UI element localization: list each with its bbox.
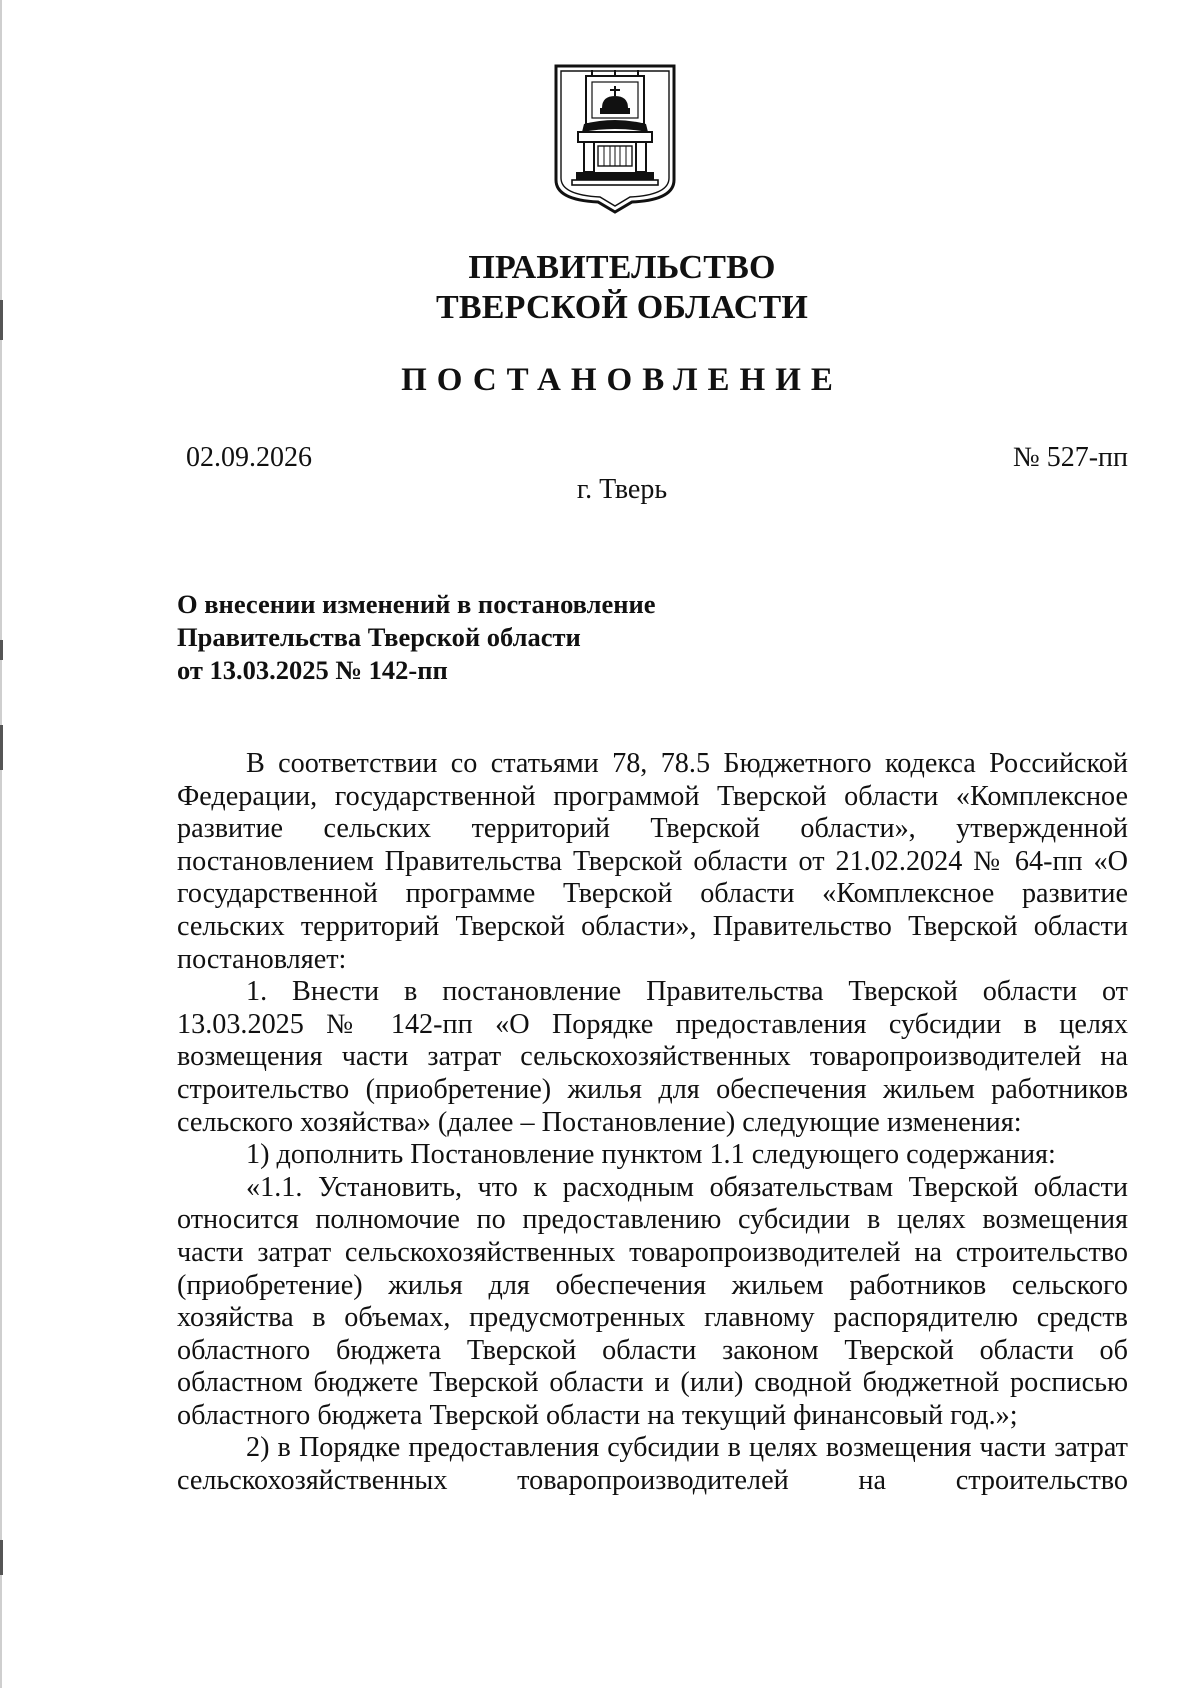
document-body bbox=[177, 748, 1128, 1498]
subject-line: от 13.03.2025 № 142-пп bbox=[177, 655, 448, 685]
coat-of-arms-icon bbox=[552, 62, 678, 214]
document-type: ПОСТАНОВЛЕНИЕ bbox=[401, 362, 843, 398]
scan-edge-mark bbox=[0, 640, 3, 660]
subject-line: О внесении изменений в постановление bbox=[177, 589, 656, 619]
org-name-line2: ТВЕРСКОЙ ОБЛАСТИ bbox=[435, 289, 809, 326]
body-paragraph: 1. Внести в постановление Правительства Тверской области от 13.03.2025 № 142-пп «О Порядке предоставления субсидии в целях возмещения части затрат сельскохозяйственных товаропроизводителей на строительство (приобретение) жилья для обеспечения жильем работников сельского хозяйства» (далее – Постановление) следующие изменения: bbox=[177, 976, 1128, 1138]
org-name-line1: ПРАВИТЕЛЬСТВО bbox=[468, 249, 776, 286]
document-date: 02.09.2026 bbox=[186, 442, 312, 473]
body-paragraph: В соответствии со статьями 78, 78.5 Бюджетного кодекса Российской Федерации, государственной программой Тверской области «Комплексное развитие сельских территорий Тверской области», утвержденной постановлением Правительства Тверской области от 21.02.2024 № 64-пп «О государственной программе Тверской области «Комплексное развитие сельских территорий Тверской области», Правительство Тверской области постановляет: bbox=[177, 748, 1128, 975]
scan-edge-mark bbox=[0, 1540, 3, 1575]
document-number: № 527-пп bbox=[1012, 442, 1128, 473]
scan-edge bbox=[0, 0, 2, 1688]
body-paragraph: «1.1. Установить, что к расходным обязательствам Тверской области относится полномочие по предоставлению субсидии в целях возмещения части затрат сельскохозяйственных товаропроизводителей на строительство (приобретение) жилья для обеспечения жильем работников сельского хозяйства в объемах, предусмотренных главному распорядителю средств областного бюджета Тверской области законом Тверской области об областном бюджете Тверской области и (или) сводной бюджетной росписью областного бюджета Тверской области на текущий финансовый год.»; bbox=[177, 1171, 1128, 1431]
body-paragraph: 1) дополнить Постановление пунктом 1.1 следующего содержания: bbox=[246, 1139, 1056, 1171]
document-city: г. Тверь bbox=[576, 474, 668, 505]
document-subject bbox=[177, 588, 877, 687]
scan-edge-mark bbox=[0, 300, 3, 340]
body-paragraph: 2) в Порядке предоставления субсидии в целях возмещения части затрат сельскохозяйственных товаропроизводителей на строительство bbox=[177, 1432, 1128, 1497]
scan-edge-mark bbox=[0, 725, 3, 770]
subject-line: Правительства Тверской области bbox=[177, 622, 581, 652]
